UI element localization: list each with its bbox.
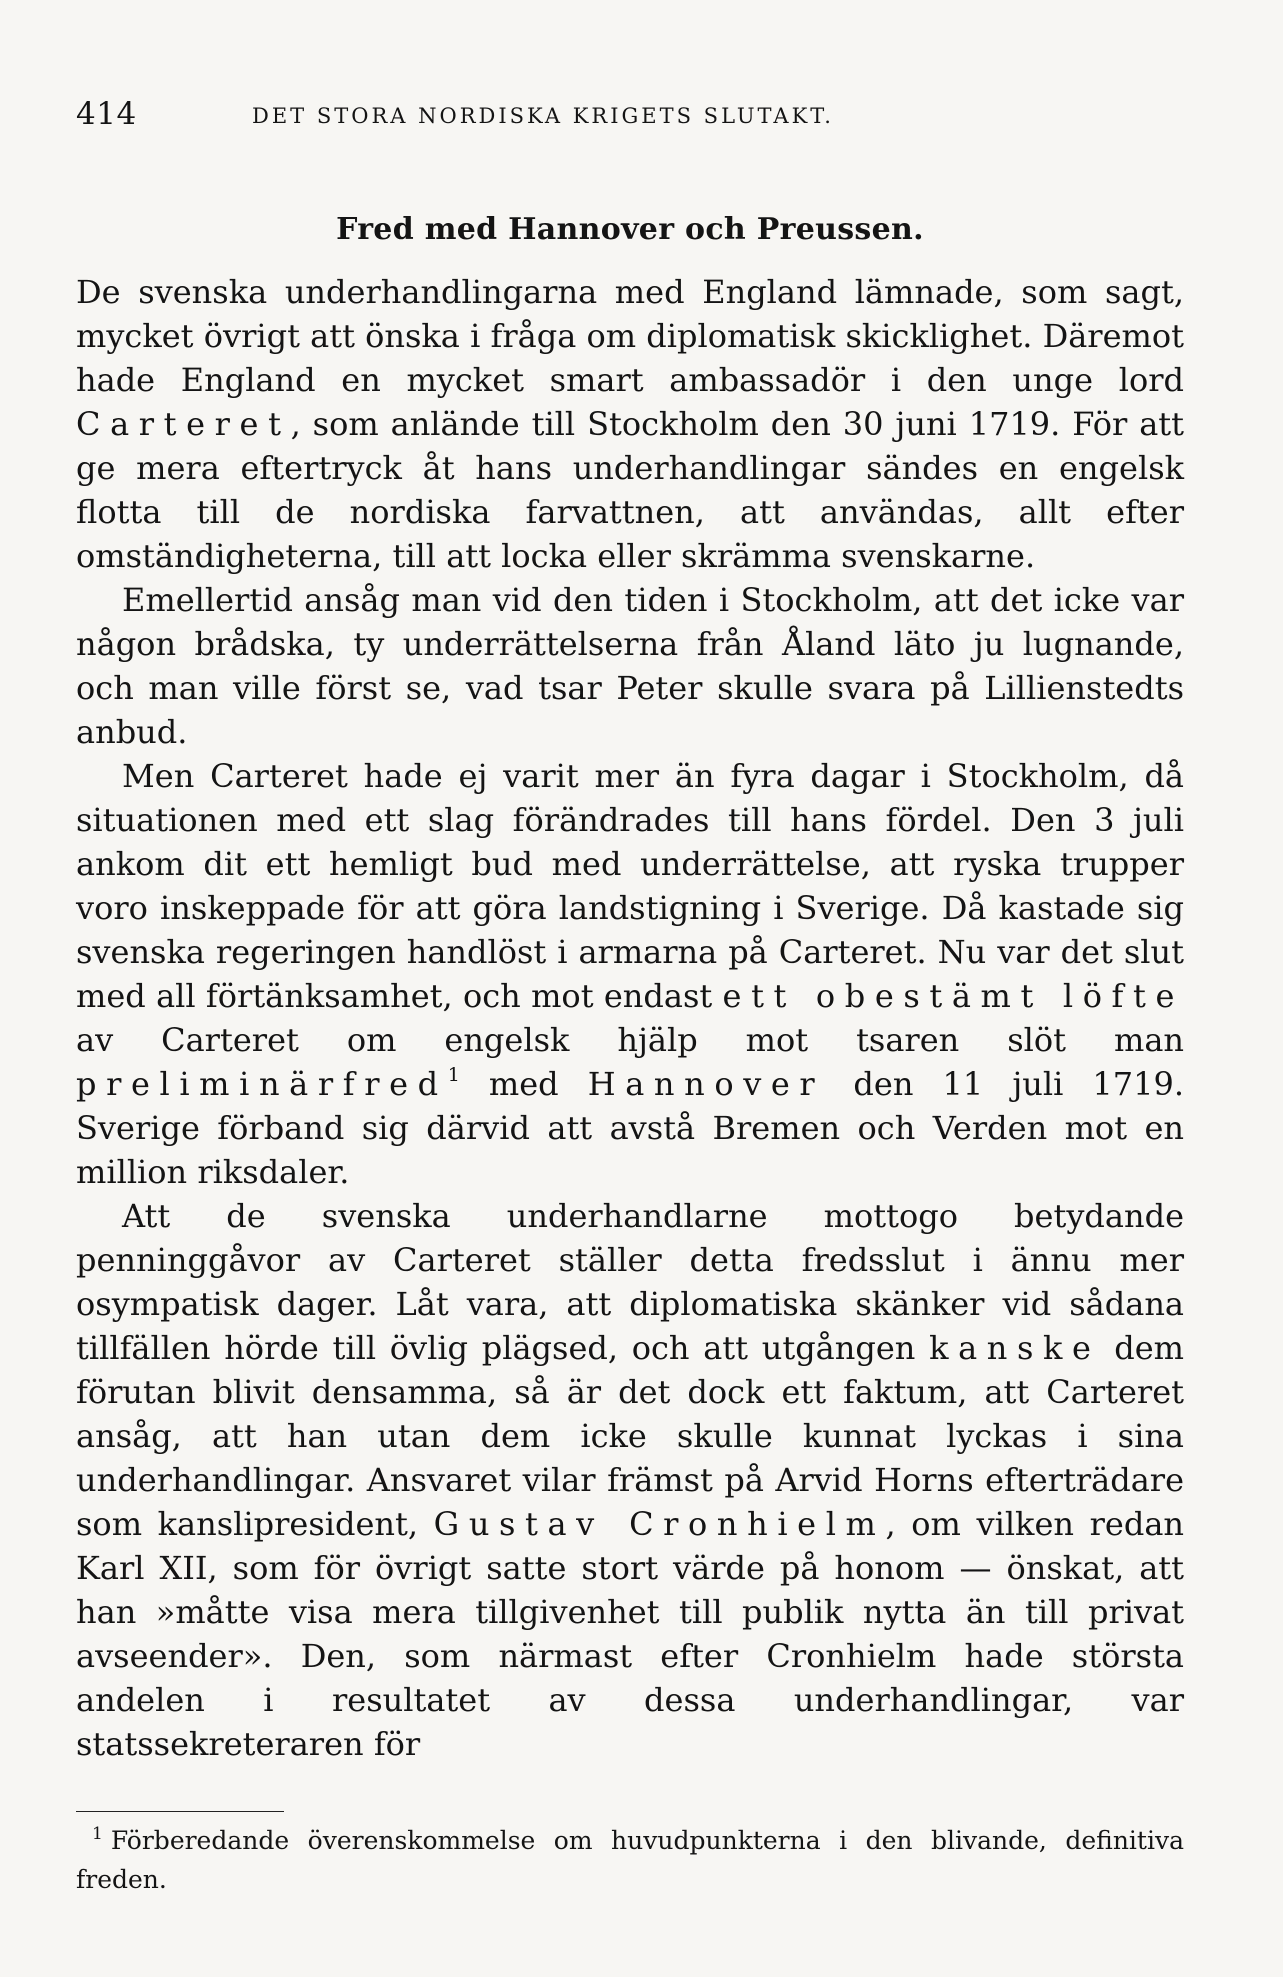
paragraph-2	[76, 578, 1184, 754]
body-text	[76, 270, 1184, 1766]
section-heading: Fred med Hannover och Preussen.	[336, 212, 924, 247]
paragraph-4-text-c: , om vilken redan Karl XII, som för övrigt satte stort värde på honom — önskat, att han »måtte visa mera tillgivenhet till publik nytta än till privat avseender». Den, som närmast efter Cronhielm hade största andelen i resultatet av dessa underhandlingar, var statssekreteraren för	[76, 1505, 1184, 1763]
footnote-divider	[76, 1811, 284, 1812]
paragraph-1-text-a: De svenska underhandlingarna med England lämnade, som sagt, mycket övrigt att önska i fråga om diplomatisk skicklighet. Däremot hade England en mycket smart ambassadör i den unge lord	[76, 273, 1184, 399]
paragraph-2-text: Emellertid ansåg man vid den tiden i Stockholm, att det icke var någon brådska, ty underrättelserna från Åland läto ju lugnande, och man ville först se, vad tsar Peter skulle svara på Lillienstedts anbud.	[76, 581, 1184, 751]
paragraph-3-spaced-1: ett obestämt löfte	[722, 977, 1184, 1015]
paragraph-1-text-b: , som anlände till Stockholm den 30 juni 1719. För att ge mera eftertryck åt hans underhandlingar sändes en engelsk flotta till de nordiska farvattnen, att användas, allt efter omständigheterna, till att locka eller skrämma svenskarne.	[76, 405, 1184, 575]
paragraph-4-text-b: dem förutan blivit densamma, så är det dock ett faktum, att Carteret ansåg, att han utan dem icke skulle kunnat lyckas i sina underhandlingar. Ansvaret vilar främst på Arvid Horns efterträdare som kanslipresident,	[76, 1329, 1185, 1543]
paragraph-3-text-d: den 11 juli 1719. Sverige förband sig därvid att avstå Bremen och Verden mot en million riksdaler.	[76, 1065, 1184, 1191]
footnote-text: Förberedande överenskommelse om huvudpunkterna i den blivande, definitiva freden.	[76, 1826, 1184, 1894]
running-head	[76, 96, 1184, 146]
page-number: 414	[76, 96, 137, 132]
footnote-reference: 1	[447, 1064, 460, 1087]
paragraph-3-spaced-2: preliminärfred	[76, 1065, 448, 1103]
paragraph-3-text-a: Men Carteret hade ej varit mer än fyra dagar i Stockholm, då situationen med ett slag förändrades till hans fördel. Den 3 juli ankom dit ett hemligt bud med underrättelse, att ryska trupper voro inskeppade för att göra landstigning i Sverige. Då kastade sig svenska regeringen handlöst i armarna på Carteret. Nu var det slut med all förtänksamhet, och mot endast	[76, 757, 1184, 1015]
paragraph-4-text-a: Att de svenska underhandlarne mottogo betydande penninggåvor av Carteret ställer detta fredsslut i ännu mer osympatisk dager. Låt vara, att diplomatiska skänker vid sådana tillfällen hörde till övlig plägsed, och att utgången	[76, 1197, 1184, 1367]
paragraph-3-text-c: med	[459, 1065, 588, 1103]
paragraph-3	[76, 754, 1184, 1194]
paragraph-3-text-b: av Carteret om engelsk hjälp mot tsaren slöt man	[76, 1021, 1184, 1059]
paragraph-4	[76, 1194, 1184, 1766]
book-page	[76, 0, 1184, 1977]
paragraph-1-name-spaced: Carteret	[76, 405, 291, 443]
paragraph-4-spaced-2: Gustav Cronhielm	[433, 1505, 886, 1543]
paragraph-1	[76, 270, 1184, 578]
running-title: DET STORA NORDISKA KRIGETS SLUTAKT.	[252, 104, 834, 128]
paragraph-3-spaced-3: Hannover	[587, 1065, 825, 1103]
footnote	[76, 1823, 1184, 1897]
footnote-marker: 1	[92, 1824, 103, 1844]
paragraph-4-spaced-1: kanske	[929, 1329, 1101, 1367]
